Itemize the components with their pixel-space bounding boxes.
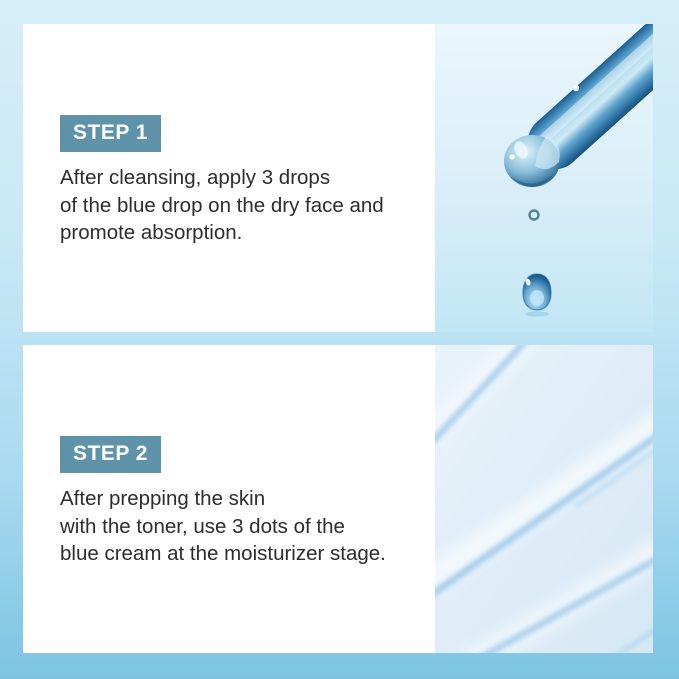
- step1-card: [23, 24, 653, 332]
- step2-line1: After prepping the skin: [60, 487, 266, 510]
- step1-description: [60, 164, 425, 247]
- cream-texture-illustration: [435, 345, 653, 653]
- step1-illustration-panel: [435, 24, 653, 332]
- dropper-tip-bulb: [504, 135, 560, 187]
- step1-line1: After cleansing, apply 3 drops: [60, 166, 331, 189]
- step1-text-column: [23, 24, 435, 332]
- step2-text-column: [23, 345, 435, 653]
- step2-card: [23, 345, 653, 653]
- step2-line2: with the toner, use 3 dots of the: [60, 514, 345, 538]
- step1-badge: STEP 1: [60, 115, 161, 152]
- barrel-highlight-dot: [573, 85, 579, 91]
- water-droplet-small: [530, 211, 539, 220]
- step1-line3: promote absorption.: [60, 221, 243, 244]
- step2-line3: blue cream at the moisturizer stage.: [60, 542, 386, 565]
- dropper-illustration: [435, 24, 653, 332]
- droplet-shadow: [525, 311, 549, 316]
- step2-illustration-panel: [435, 345, 653, 653]
- step2-description: [60, 485, 425, 568]
- step1-line2: of the blue drop on the dry face and: [60, 193, 384, 217]
- step2-badge: STEP 2: [60, 436, 161, 473]
